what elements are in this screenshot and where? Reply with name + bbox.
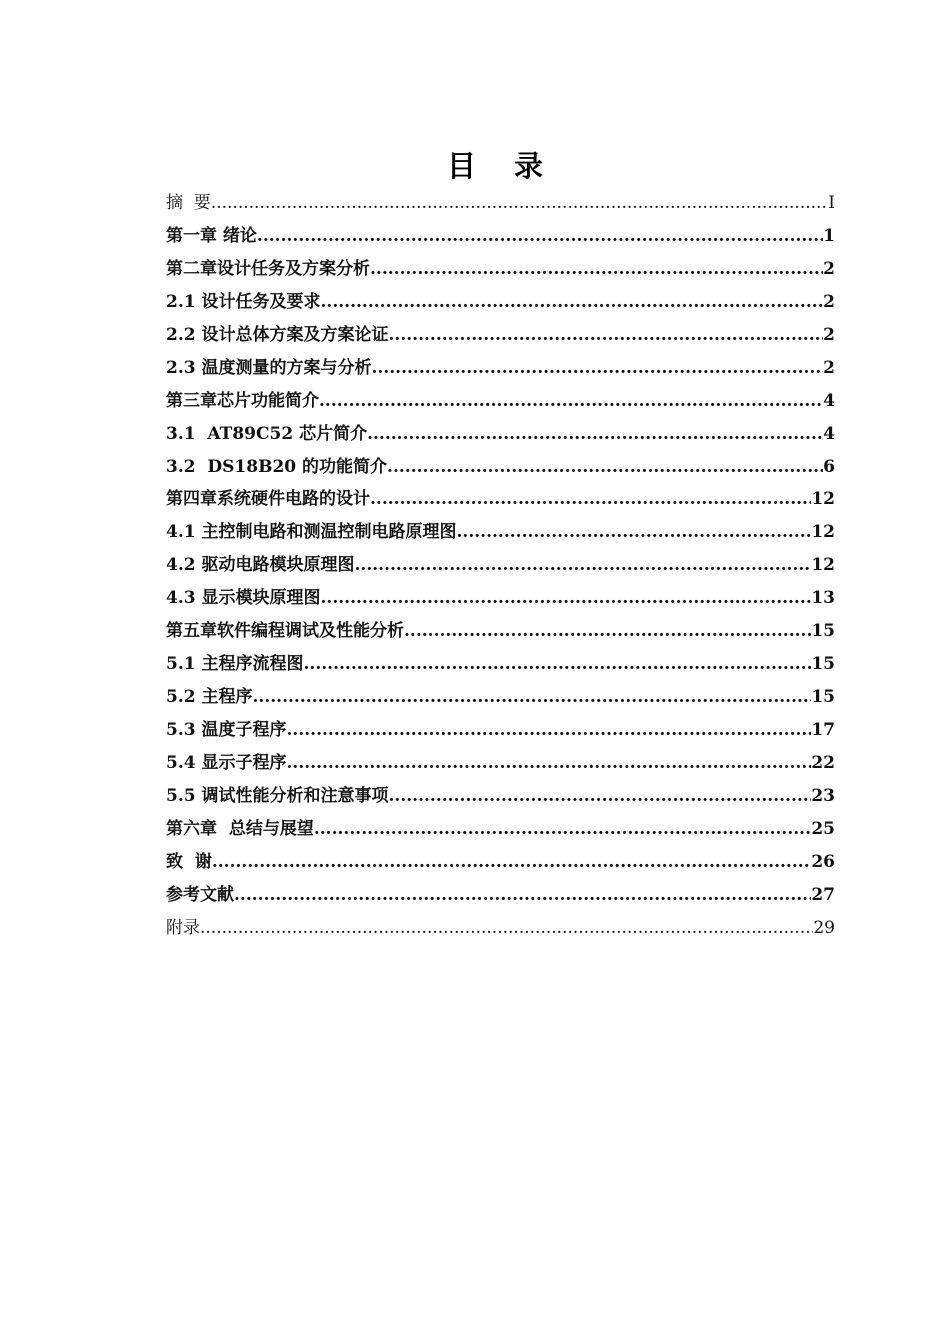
toc-entry-label: 3.1 AT89C52 芯片简介: [166, 423, 368, 444]
toc-entry[interactable]: [166, 846, 835, 879]
toc-entry[interactable]: [166, 451, 835, 484]
toc-dot-leader: [370, 253, 823, 286]
toc-page-number: 12: [811, 489, 835, 510]
toc-entry-label: 2.1 设计任务及要求: [166, 291, 321, 312]
toc-entry[interactable]: [166, 220, 835, 253]
toc-page-number: 29: [813, 917, 835, 938]
toc-dot-leader: [404, 615, 811, 648]
toc-page-number: 17: [811, 720, 835, 740]
toc-entry-label: 第二章设计任务及方案分析: [166, 258, 370, 279]
toc-entry-label: 2.2 设计总体方案及方案论证: [166, 324, 389, 345]
toc-page-number: 22: [811, 752, 835, 773]
toc-dot-leader: [457, 516, 812, 549]
toc-page-number: 23: [811, 785, 835, 806]
toc-page-number: 12: [811, 522, 835, 543]
toc-entry[interactable]: [166, 187, 835, 220]
toc-entry[interactable]: [166, 286, 835, 319]
toc-entry[interactable]: [166, 681, 835, 714]
toc-page-number: 4: [823, 423, 835, 444]
toc-entry[interactable]: [166, 813, 835, 846]
toc-entry-label: 4.1 主控制电路和测温控制电路原理图: [166, 522, 457, 543]
toc-page-number: 26: [811, 851, 835, 872]
toc-dot-leader: [387, 451, 823, 484]
toc-entry-label: 致 谢: [166, 851, 212, 872]
toc-page-number: 6: [823, 456, 835, 477]
toc-page-number: 12: [811, 555, 835, 576]
toc-page-number: 15: [811, 621, 835, 642]
toc-dot-leader: [389, 319, 824, 352]
toc-entry[interactable]: [166, 582, 835, 615]
toc-page-number: 27: [811, 884, 835, 905]
toc-entry[interactable]: [166, 516, 835, 549]
toc-entry[interactable]: [166, 253, 835, 286]
toc-page-number: 2: [823, 258, 835, 279]
toc-entry-label: 5.5 调试性能分析和注意事项: [166, 785, 389, 806]
toc-entry-label: 5.2 主程序: [166, 687, 253, 708]
toc-entry-label: 附录: [166, 917, 200, 938]
toc-entry-label: 参考文献: [166, 884, 234, 905]
toc-entry-label: 2.3 温度测量的方案与分析: [166, 357, 372, 378]
toc-dot-leader: [212, 846, 811, 879]
toc-title: 目 录: [446, 149, 558, 183]
toc-page-number: 2: [823, 324, 835, 345]
toc-dot-leader: [287, 714, 812, 747]
toc-entry-label: 3.2 DS18B20 的功能简介: [166, 456, 388, 477]
toc-dot-leader: [253, 681, 812, 714]
toc-dot-leader: [200, 912, 813, 945]
toc-page-number: 13: [811, 588, 835, 609]
toc-page-number: 15: [811, 687, 835, 708]
toc-entry[interactable]: [166, 615, 835, 648]
toc-entry-label: 第三章芯片功能简介: [166, 390, 319, 411]
toc-dot-leader: [321, 582, 812, 615]
toc-dot-leader: [304, 648, 812, 681]
toc-page-number: 2: [823, 291, 835, 312]
toc-page-number: 25: [811, 818, 835, 839]
toc-entry[interactable]: [166, 780, 835, 813]
toc-page-number: 1: [823, 225, 835, 246]
toc-entry[interactable]: [166, 352, 835, 385]
toc-entry[interactable]: [166, 418, 835, 451]
toc-dot-leader: [314, 813, 811, 846]
toc-dot-leader: [257, 220, 823, 253]
toc-entry-label: 5.1 主程序流程图: [166, 654, 304, 675]
toc-entry[interactable]: [166, 385, 835, 418]
toc-dot-leader: [389, 780, 812, 813]
table-of-contents: [166, 187, 835, 945]
toc-entry-label: 第五章软件编程调试及性能分析: [166, 621, 404, 642]
toc-entry[interactable]: [166, 648, 835, 681]
toc-entry[interactable]: [166, 879, 835, 912]
toc-entry-label: 4.2 驱动电路模块原理图: [166, 555, 355, 576]
toc-entry-label: 摘 要: [166, 193, 211, 213]
toc-entry-label: 5.3 温度子程序: [166, 720, 287, 740]
toc-dot-leader: [211, 187, 828, 220]
toc-dot-leader: [355, 549, 812, 582]
toc-dot-leader: [319, 385, 823, 418]
toc-entry[interactable]: [166, 549, 835, 582]
toc-entry[interactable]: [166, 483, 835, 516]
toc-entry-label: 第六章 总结与展望: [166, 818, 314, 839]
toc-entry[interactable]: [166, 747, 835, 780]
toc-entry[interactable]: [166, 319, 835, 352]
toc-entry[interactable]: [166, 714, 835, 747]
toc-dot-leader: [372, 352, 824, 385]
toc-entry[interactable]: [166, 912, 835, 945]
toc-page-number: I: [828, 193, 835, 213]
toc-dot-leader: [367, 418, 823, 451]
toc-dot-leader: [370, 483, 811, 516]
toc-dot-leader: [234, 879, 811, 912]
toc-page-number: 15: [811, 654, 835, 675]
toc-entry-label: 4.3 显示模块原理图: [166, 588, 321, 609]
toc-entry-label: 5.4 显示子程序: [166, 752, 287, 773]
toc-page-number: 4: [823, 390, 835, 411]
toc-dot-leader: [287, 747, 812, 780]
toc-dot-leader: [321, 286, 824, 319]
toc-entry-label: 第一章 绪论: [166, 225, 257, 246]
toc-entry-label: 第四章系统硬件电路的设计: [166, 489, 370, 510]
toc-page-number: 2: [823, 357, 835, 378]
